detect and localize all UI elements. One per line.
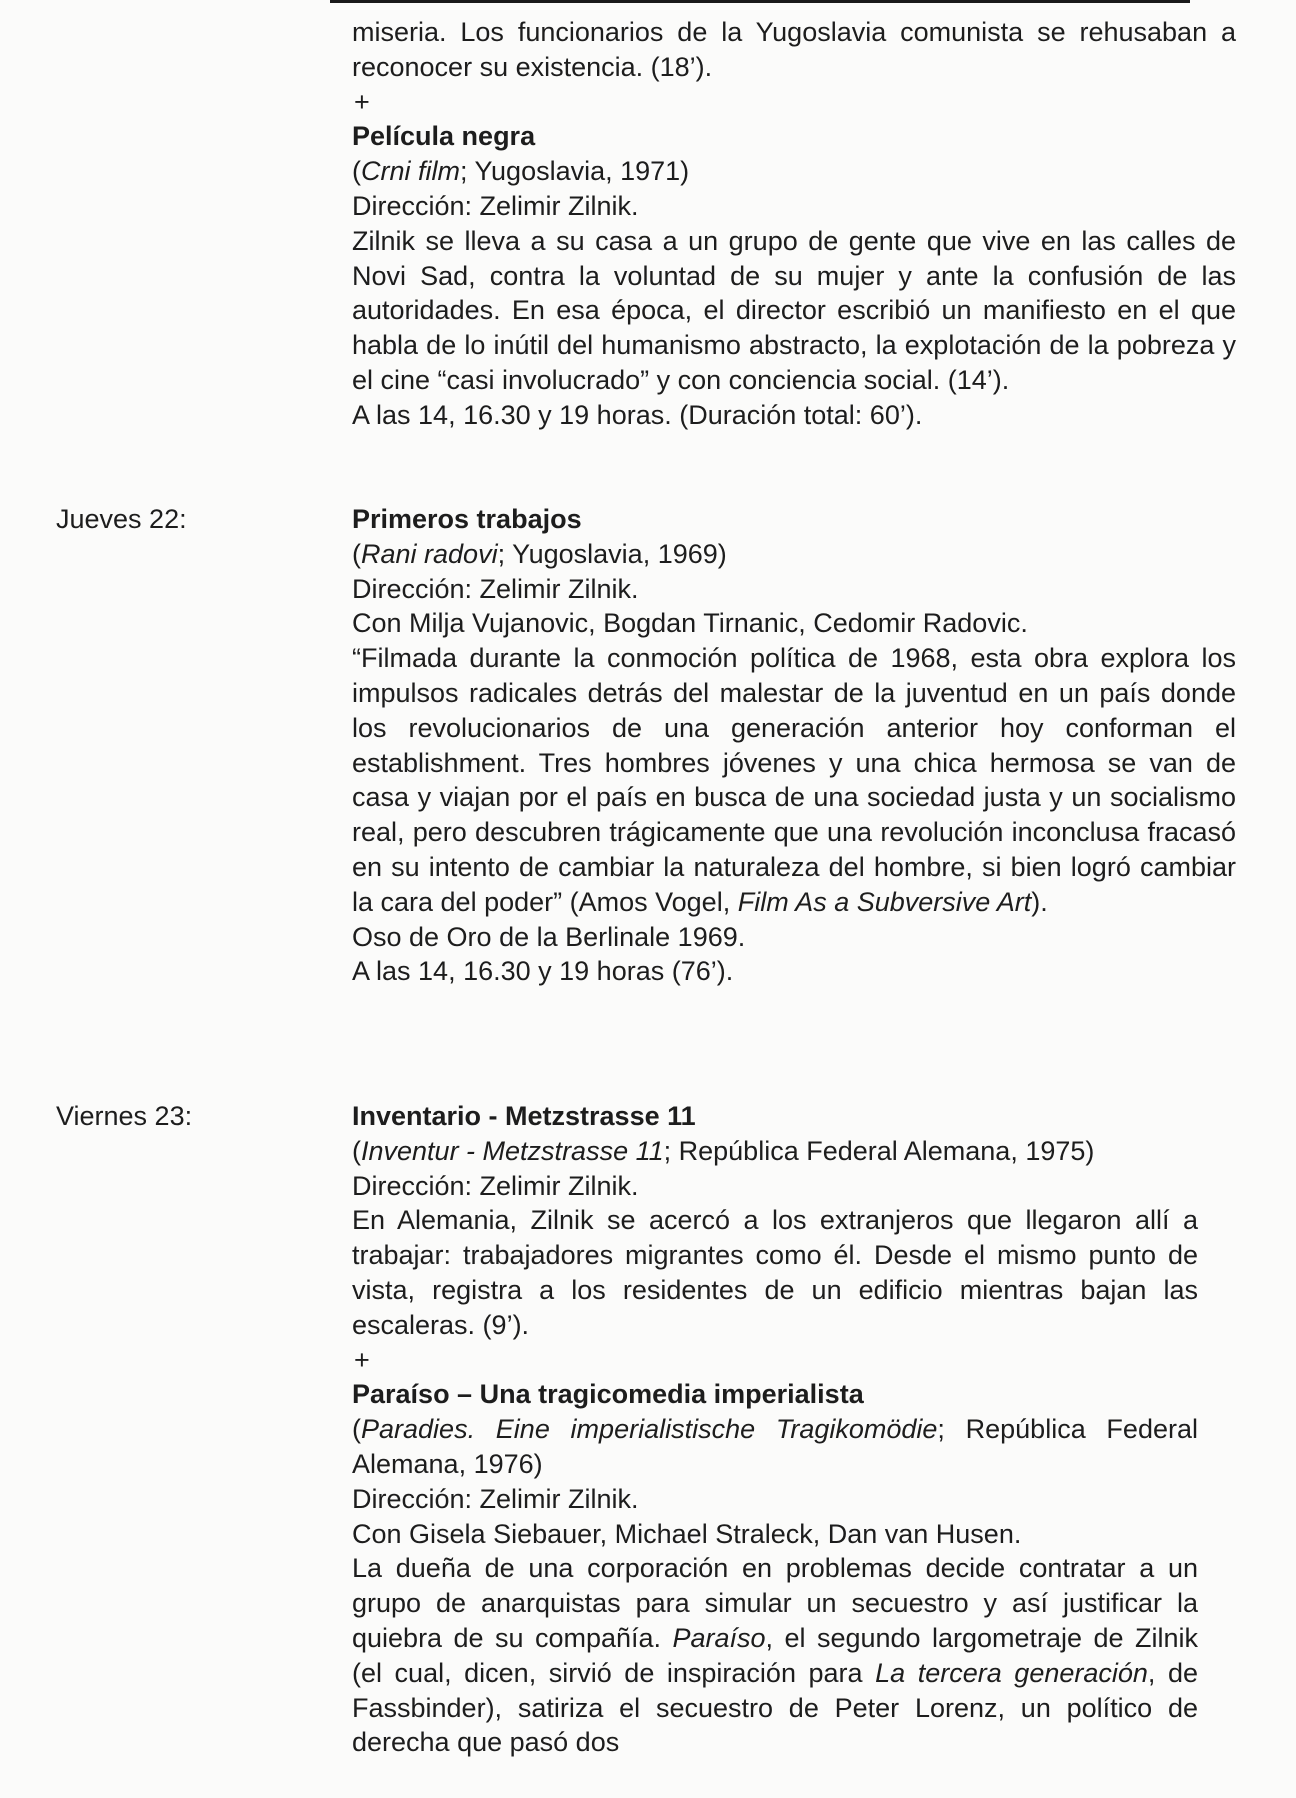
film-description: En Alemania, Zilnik se acercó a los extranjeros que llegaron allí a trabajar: trabajadores migrantes como él. Desde el mismo punto de vista, registra a los residentes de un edificio mientras bajan las escaleras. (9’). bbox=[352, 1205, 1198, 1340]
film-title-italic: La tercera generación bbox=[875, 1657, 1148, 1688]
film-schedule: A las 14, 16.30 y 19 horas. (Duración total: 60’). bbox=[352, 399, 923, 430]
film-title-italic: Paraíso bbox=[672, 1622, 766, 1653]
original-title-italic: Paradies. Eine imperialistische Tragikomödie bbox=[361, 1414, 938, 1445]
film-description: La dueña de una corporación en problemas decide contratar a un grupo de anarquistas para simular un secuestro y así justificar la quiebra de su compañía. Paraíso, el segundo largometraje de Zilnik (el cual, dicen, sirvió de inspiración para La tercera generación, de Fassbinder), satiriza el secuestro de Peter Lorenz, un político de derecha que pasó dos bbox=[352, 1553, 1198, 1758]
film-title: Inventario - Metzstrasse 11 bbox=[352, 1101, 696, 1131]
film-original-title: (Crni film; Yugoslavia, 1971) bbox=[352, 156, 690, 187]
film-award: Oso de Oro de la Berlinale 1969. bbox=[352, 921, 746, 952]
film-original-title: (Inventur - Metzstrasse 11; República Federal Alemana, 1975) bbox=[352, 1135, 1095, 1166]
jueves-block bbox=[352, 502, 1236, 989]
prev-film-description-end: miseria. Los funcionarios de la Yugoslavia comunista se rehusaban a reconocer su existencia. (18’). bbox=[352, 17, 1236, 82]
film-direction: Dirección: Zelimir Zilnik. bbox=[352, 573, 639, 604]
original-title-italic: Inventur - Metzstrasse 11 bbox=[361, 1135, 664, 1166]
film-schedule: A las 14, 16.30 y 19 horas (76’). bbox=[352, 956, 734, 987]
film-original-title: (Rani radovi; Yugoslavia, 1969) bbox=[352, 538, 727, 569]
film-cast: Con Gisela Siebauer, Michael Straleck, Dan van Husen. bbox=[352, 1518, 1022, 1549]
film-description: Zilnik se lleva a su casa a un grupo de gente que vive en las calles de Novi Sad, contra la voluntad de su mujer y ante la confusión de las autoridades. En esa época, el director escribió un manifiesto en el que habla de lo inútil del humanismo abstracto, la explotación de la pobreza y el cine “casi involucrado” y con conciencia social. (14’). bbox=[352, 225, 1236, 395]
film-direction: Dirección: Zelimir Zilnik. bbox=[352, 1483, 639, 1514]
film-direction: Dirección: Zelimir Zilnik. bbox=[352, 190, 639, 221]
film-title: Primeros trabajos bbox=[352, 504, 582, 534]
original-title-italic: Crni film bbox=[361, 156, 460, 187]
viernes-block bbox=[352, 1099, 1198, 1760]
film-description: “Filmada durante la conmoción política de 1968, esta obra explora los impulsos radicales detrás del malestar de la juventud en un país donde los revolucionarios de una generación anterior hoy conforman el establishment. Tres hombres jóvenes y una chica hermosa se van de casa y viajan por el país en busca de una sociedad justa y un socialismo real, pero descubren trágicamente que una revolución inconclusa fracasó en su intento de cambiar la naturaleza del hombre, si bien logró cambiar la cara del poder” (Amos Vogel, Film As a Subversive Art). bbox=[352, 643, 1236, 917]
plus-separator: + bbox=[354, 86, 370, 117]
day-label-jueves: Jueves 22: bbox=[56, 504, 187, 534]
film-title: Película negra bbox=[352, 121, 536, 152]
day-label-viernes: Viernes 23: bbox=[56, 1101, 193, 1131]
film-original-title: (Paradies. Eine imperialistische Tragikomödie; República Federal Alemana, 1976) bbox=[352, 1414, 1198, 1479]
film-cast: Con Milja Vujanovic, Bogdan Tirnanic, Cedomir Radovic. bbox=[352, 608, 1028, 639]
continuation-block bbox=[352, 15, 1236, 433]
source-title-italic: Film As a Subversive Art bbox=[737, 886, 1032, 917]
plus-separator: + bbox=[354, 1344, 370, 1375]
top-rule bbox=[330, 0, 1190, 3]
film-title: Paraíso – Una tragicomedia imperialista bbox=[352, 1379, 864, 1410]
film-direction: Dirección: Zelimir Zilnik. bbox=[352, 1170, 639, 1201]
original-title-italic: Rani radovi bbox=[361, 538, 498, 569]
